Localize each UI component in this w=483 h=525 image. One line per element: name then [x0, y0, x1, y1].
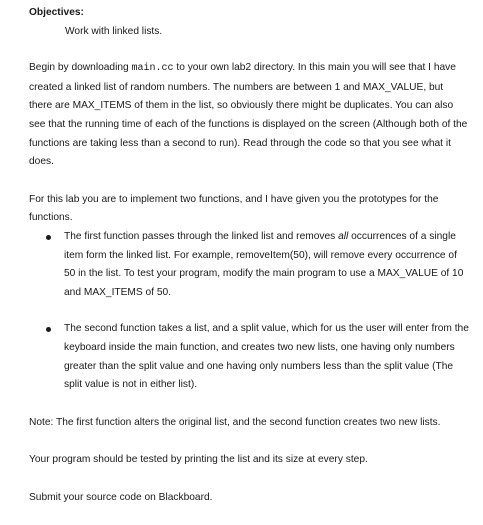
bullet-1-text-rest: occurrences of a single item form the linked list. For example, removeItem(50), will remove every occurrence of 50 in the list. To test your program, modify the main program to use a MAX_VALUE of 10 and MAX_ITEMS of 50.: [64, 230, 464, 298]
bullet-1-emphasis: all: [338, 230, 349, 242]
intro-text-rest: to your own lab2 directory. In this main you will see that I have created a linked list of random numbers. The numbers are between 1 and MAX_VALUE, but there are MAX_ITEMS of them in the list, so obviously there might be duplicates. You can also see that the running time of each of the functions is displayed on the screen (Although both of the functions are taking less than a second to run). Read through the code so that you see what it does.: [29, 62, 468, 168]
objectives-heading: Objectives:: [29, 7, 84, 18]
spacer: [29, 172, 469, 191]
bullet-2-text: The second function takes a list, and a split value, which for us the user will enter from the keyboard inside the main function, and creates two new lists, one having only numbers greater than the split value and one having only numbers less than the split value (The split value is not in either list).: [64, 323, 469, 391]
filename-code: main.cc: [131, 63, 174, 75]
spacer: [29, 470, 469, 489]
intro-paragraph: [29, 59, 469, 172]
spacer: [29, 395, 469, 414]
task-intro-paragraph: For this lab you are to implement two functions, and I have given you the prototypes for the functions.: [29, 193, 439, 224]
testing-paragraph: Your program should be tested by printing the list and its size at every step.: [29, 454, 368, 466]
intro-text-start: Begin by downloading: [29, 62, 132, 74]
bullet-icon: [46, 235, 51, 240]
function-list: [29, 228, 469, 395]
submit-paragraph: Submit your source code on Blackboard.: [29, 491, 213, 503]
lab-document: [29, 4, 469, 507]
bullet-1-text-start: The first function passes through the linked list and removes: [64, 230, 339, 242]
list-item-remove-function: [29, 228, 469, 302]
spacer: [29, 432, 469, 451]
list-item-split-function: [29, 320, 469, 394]
objectives-subtitle: Work with linked lists.: [65, 25, 163, 37]
bullet-icon: [46, 327, 51, 332]
note-paragraph: Note: The first function alters the original list, and the second function creates two new lists.: [29, 416, 441, 428]
spacer: [29, 302, 469, 320]
spacer: [29, 41, 469, 59]
